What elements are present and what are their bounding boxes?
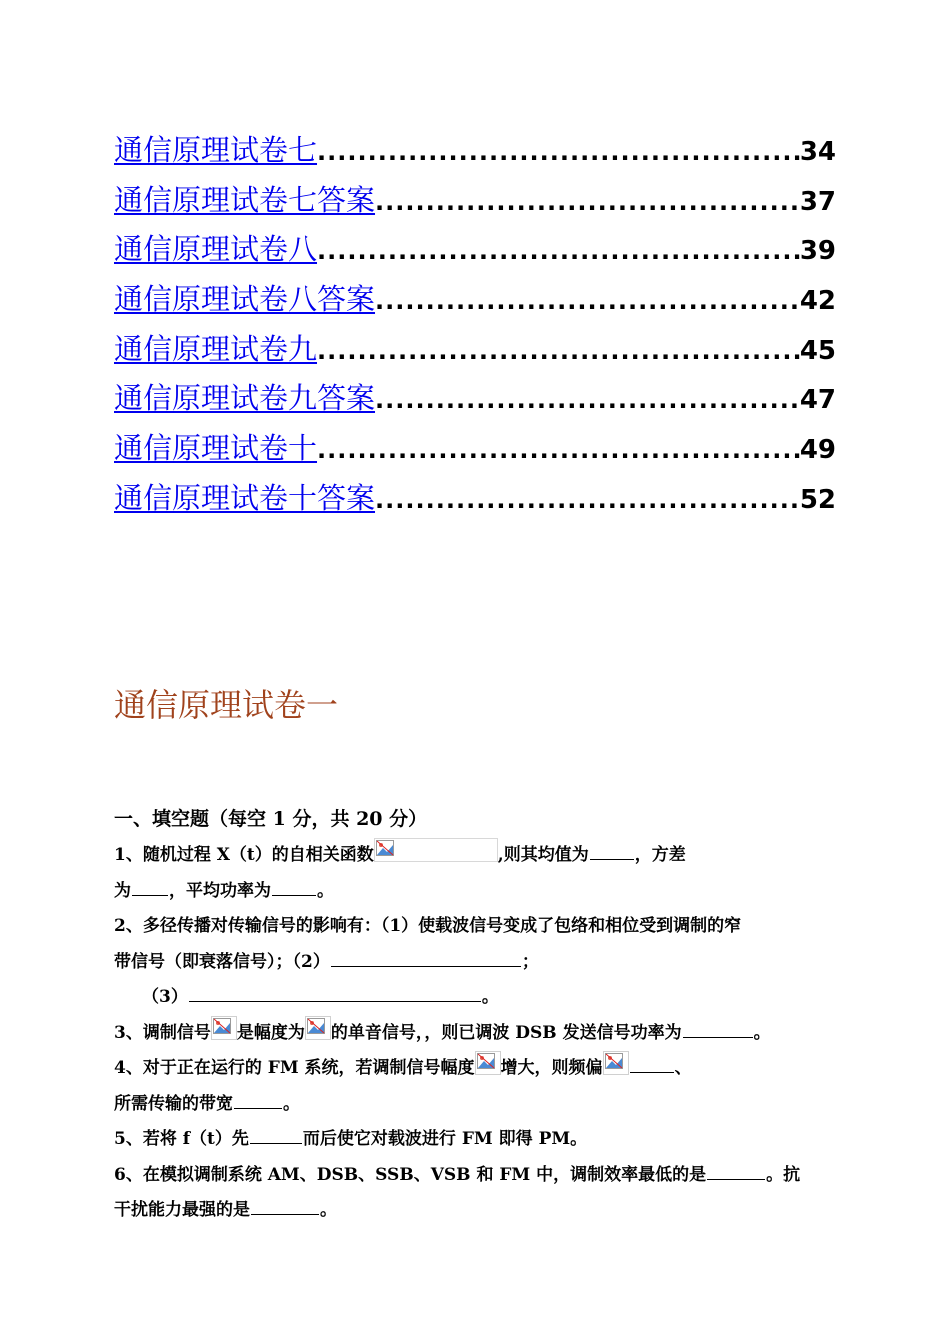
toc-link[interactable]: 通信原理试卷九: [114, 331, 318, 366]
answer-blank[interactable]: [590, 841, 634, 860]
toc-row: [114, 126, 836, 176]
toc-link[interactable]: 通信原理试卷九答案: [114, 381, 376, 416]
question-text: （3）: [142, 987, 188, 1007]
question-text: ，平均功率为: [169, 880, 271, 901]
question-text: 。: [320, 1200, 337, 1220]
question-text: 为: [114, 880, 131, 901]
toc-page-number: 42: [799, 286, 836, 317]
toc-row: [114, 176, 836, 226]
question-3: [114, 1016, 844, 1052]
question-text: 3、调制信号: [114, 1022, 211, 1043]
section-heading: 一、填空题（每空 1 分，共 20 分）: [114, 808, 428, 830]
question-text: ,则其均值为: [497, 845, 589, 865]
toc-link[interactable]: 通信原理试卷十答案: [114, 480, 376, 515]
question-text: 。: [481, 987, 499, 1007]
question-5: [114, 1122, 844, 1158]
question-2-line-2: [114, 945, 844, 981]
toc-link[interactable]: 通信原理试卷八答案: [114, 282, 376, 317]
broken-image-icon: [475, 1051, 501, 1075]
toc-page-number: 52: [799, 484, 836, 515]
toc-link[interactable]: 通信原理试卷十: [114, 431, 318, 466]
exam-title: 通信原理试卷一: [114, 686, 339, 724]
question-2-line-1: [114, 909, 844, 945]
toc-page-number: 34: [799, 137, 836, 167]
toc-row: [114, 374, 836, 424]
toc-leader-dots: [375, 178, 800, 228]
toc-row: [114, 325, 836, 375]
question-text: 增大，则频偏: [500, 1058, 603, 1078]
toc-leader-dots: [317, 327, 800, 377]
toc-link[interactable]: 通信原理试卷七: [114, 133, 318, 167]
question-text: 是幅度为: [236, 1022, 305, 1043]
toc-leader-dots: [317, 227, 800, 277]
toc-row: [114, 474, 836, 524]
toc-row: [114, 275, 836, 325]
answer-blank[interactable]: [251, 1196, 319, 1215]
question-6-line-1: [114, 1158, 844, 1194]
question-text: 所需传输的带宽: [114, 1093, 233, 1114]
question-section: [114, 800, 844, 1229]
toc-leader-dots: [375, 277, 800, 327]
question-text: 4、对于正在运行的 FM 系统，若调制信号幅度: [114, 1058, 475, 1078]
broken-image-icon: [305, 1016, 331, 1040]
toc-page-number: 39: [799, 236, 836, 267]
answer-blank[interactable]: [189, 983, 481, 1002]
table-of-contents: [114, 126, 836, 524]
question-text: 带信号（即衰落信号）；（2）: [114, 951, 330, 972]
question-text: 干扰能力最强的是: [114, 1200, 250, 1220]
question-1-line-2: [114, 874, 844, 910]
answer-blank[interactable]: [272, 877, 316, 896]
question-1-line-1: [114, 838, 844, 874]
question-text: ，方差: [634, 845, 686, 865]
question-4-line-1: [114, 1051, 844, 1087]
answer-blank[interactable]: [234, 1090, 282, 1109]
toc-link[interactable]: 通信原理试卷八: [114, 232, 318, 267]
toc-link[interactable]: 通信原理试卷七答案: [114, 182, 376, 217]
toc-page-number: 49: [799, 435, 836, 466]
answer-blank[interactable]: [132, 877, 168, 896]
toc-leader-dots: [375, 376, 800, 426]
toc-leader-dots: [375, 476, 800, 526]
toc-row: [114, 225, 836, 275]
toc-page-number: 45: [799, 335, 836, 366]
question-text: 。: [753, 1022, 771, 1043]
question-text: 。抗: [766, 1164, 801, 1185]
toc-page-number: 47: [799, 385, 836, 416]
question-2-line-3: [114, 980, 844, 1016]
question-text: 6、在模拟调制系统 AM、DSB、SSB、VSB 和 FM 中，调制效率最低的是: [114, 1164, 707, 1185]
answer-blank[interactable]: [683, 1019, 753, 1038]
question-text: 2、多径传播对传输信号的影响有：（1）使载波信号变成了包络和相位受到调制的窄: [114, 916, 742, 936]
question-text: 的单音信号，，则已调波 DSB 发送信号功率为: [330, 1022, 682, 1043]
answer-blank[interactable]: [250, 1125, 302, 1144]
question-6-line-2: [114, 1193, 844, 1229]
question-text: 、: [674, 1058, 692, 1078]
broken-image-icon: [374, 838, 498, 862]
question-text: 5、若将 f（t）先: [114, 1129, 249, 1149]
question-text: 。: [283, 1093, 300, 1114]
question-text: 1、随机过程 X（t）的自相关函数: [114, 845, 374, 865]
question-text: ；: [521, 951, 539, 972]
answer-blank[interactable]: [630, 1054, 674, 1073]
broken-image-icon: [211, 1016, 237, 1040]
answer-blank[interactable]: [707, 1161, 765, 1180]
toc-page-number: 37: [799, 186, 836, 217]
question-4-line-2: [114, 1087, 844, 1123]
answer-blank[interactable]: [331, 948, 521, 967]
question-text: 。: [317, 880, 334, 901]
toc-row: [114, 424, 836, 474]
toc-leader-dots: [317, 128, 800, 178]
toc-leader-dots: [317, 426, 800, 476]
question-text: 而后使它对载波进行 FM 即得 PM。: [302, 1129, 588, 1149]
broken-image-icon: [603, 1051, 629, 1075]
